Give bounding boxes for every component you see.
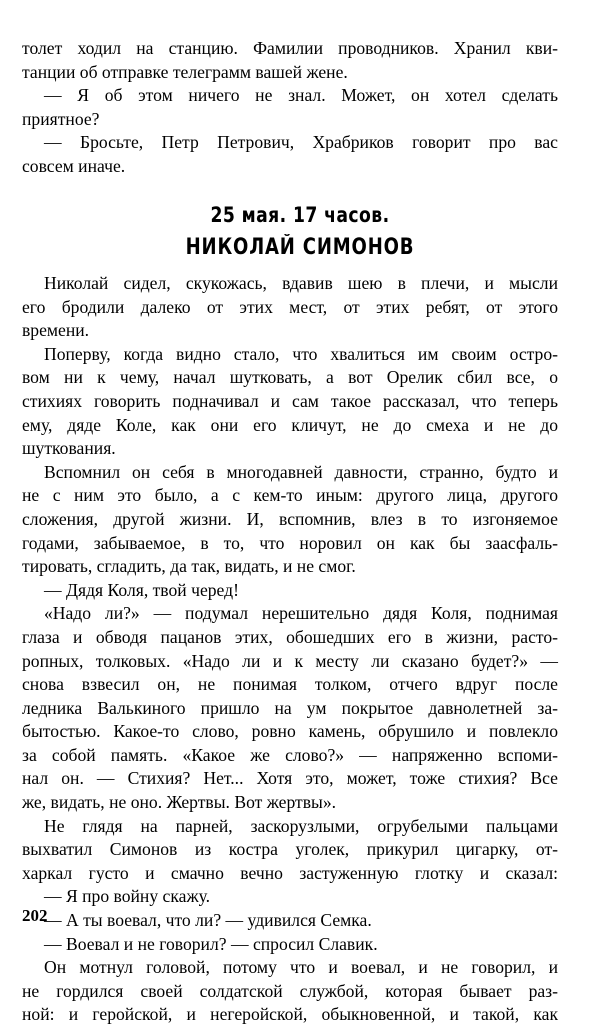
text-line: выхватил Симонов из костра уголек, прикурил цигарку, от-: [22, 839, 558, 860]
text-line: годами, забываемое, в то, что норовил он как бы заасфаль-: [22, 532, 558, 553]
text-line: времени.: [22, 320, 90, 341]
text-line: — Я об этом ничего не знал. Может, он хотел сделать: [44, 85, 558, 106]
text-line: ему, дяде Коле, как они его кличут, не до смеха и не до: [22, 414, 558, 435]
text-line: сложения, другой жизни. И, вспомнив, влез в то изгоняемое: [22, 508, 558, 529]
text-line: Не глядя на парней, заскорузлыми, огрубелыми пальцами: [44, 815, 558, 836]
text-line: ледника Валькиного пришло на ум покрытое давнолетней за-: [22, 697, 558, 718]
text-line: не гордился своей солдатской службой, которая бывает раз-: [22, 980, 558, 1001]
text-line: не с ним это было, а с кем-то иным: другого лица, другого: [22, 485, 558, 506]
text-line: — Дядя Коля, твой черед!: [44, 579, 239, 600]
text-line: вом ни к чему, начал шутковать, а вот Орелик сбил все, о: [22, 367, 558, 388]
text-line: толет ходил на станцию. Фамилии проводников. Хранил кви-: [22, 38, 558, 58]
text-line: снова взвесил он, не понимая толком, отчего вдруг после: [22, 674, 558, 695]
text-line: — Бросьте, Петр Петрович, Храбриков говорит про вас: [44, 132, 558, 153]
text-line: нал он. — Стихия? Нет... Хотя это, может, тоже стихия? Все: [22, 768, 558, 789]
text-line: Вспомнил он себя в многодавней давности, странно, будто и: [44, 461, 558, 482]
text-line: стихиях говорить подначивал и сам такое рассказал, что теперь: [22, 390, 558, 411]
text-line: шуткования.: [22, 438, 116, 459]
text-line: харкал густо и смачно вечно застуженную глотку и сказал:: [22, 862, 558, 883]
text-line: совсем иначе.: [22, 155, 126, 176]
text-block-top: [22, 37, 558, 179]
text-line: за собой память. «Какое же слово?» — напряженно вспоми-: [22, 744, 558, 765]
text-line: тировать, сгладить, да так, видать, и не смог.: [22, 556, 356, 577]
text-line: Поперву, когда видно стало, что хвалиться им своим остро-: [44, 343, 558, 364]
chapter-name-heading: НИКОЛАЙ СИМОНОВ: [185, 235, 415, 260]
text-line: же, видать, не оно. Жертвы. Вот жертвы».: [22, 792, 337, 813]
page-number: 202: [22, 906, 48, 925]
text-line: — Воевал и не говорил? — спросил Славик.: [44, 933, 378, 954]
text-line: ропных, толковых. «Надо ли и к месту ли сказано будет?» —: [22, 650, 558, 671]
chapter-time-heading: 25 мая. 17 часов.: [210, 203, 390, 227]
text-line: бытостью. Какое-то слово, ровно камень, обрушило и повлекло: [22, 721, 558, 742]
text-line: — А ты воевал, что ли? — удивился Семка.: [44, 910, 372, 931]
text-line: глаза и обводя пацанов этих, обошедших его в жизни, расто-: [22, 626, 558, 647]
text-line: приятное?: [22, 108, 100, 129]
text-line: Николай сидел, скукожась, вдавив шею в плечи, и мысли: [44, 273, 558, 293]
text-block-main: [22, 272, 558, 1027]
text-line: «Надо ли?» — подумал нерешительно дядя Коля, поднимая: [44, 603, 558, 624]
text-line: — Я про войну скажу.: [44, 886, 211, 907]
text-line: Он мотнул головой, потому что и воевал, и не говорил, и: [44, 957, 558, 978]
text-line: ной: и геройской, и негеройской, обыкновенной, и такой, как: [22, 1004, 558, 1025]
text-line: танции об отправке телеграмм вашей жене.: [22, 61, 348, 82]
text-line: его бродили далеко от этих мест, от этих ребят, от этого: [22, 296, 558, 317]
